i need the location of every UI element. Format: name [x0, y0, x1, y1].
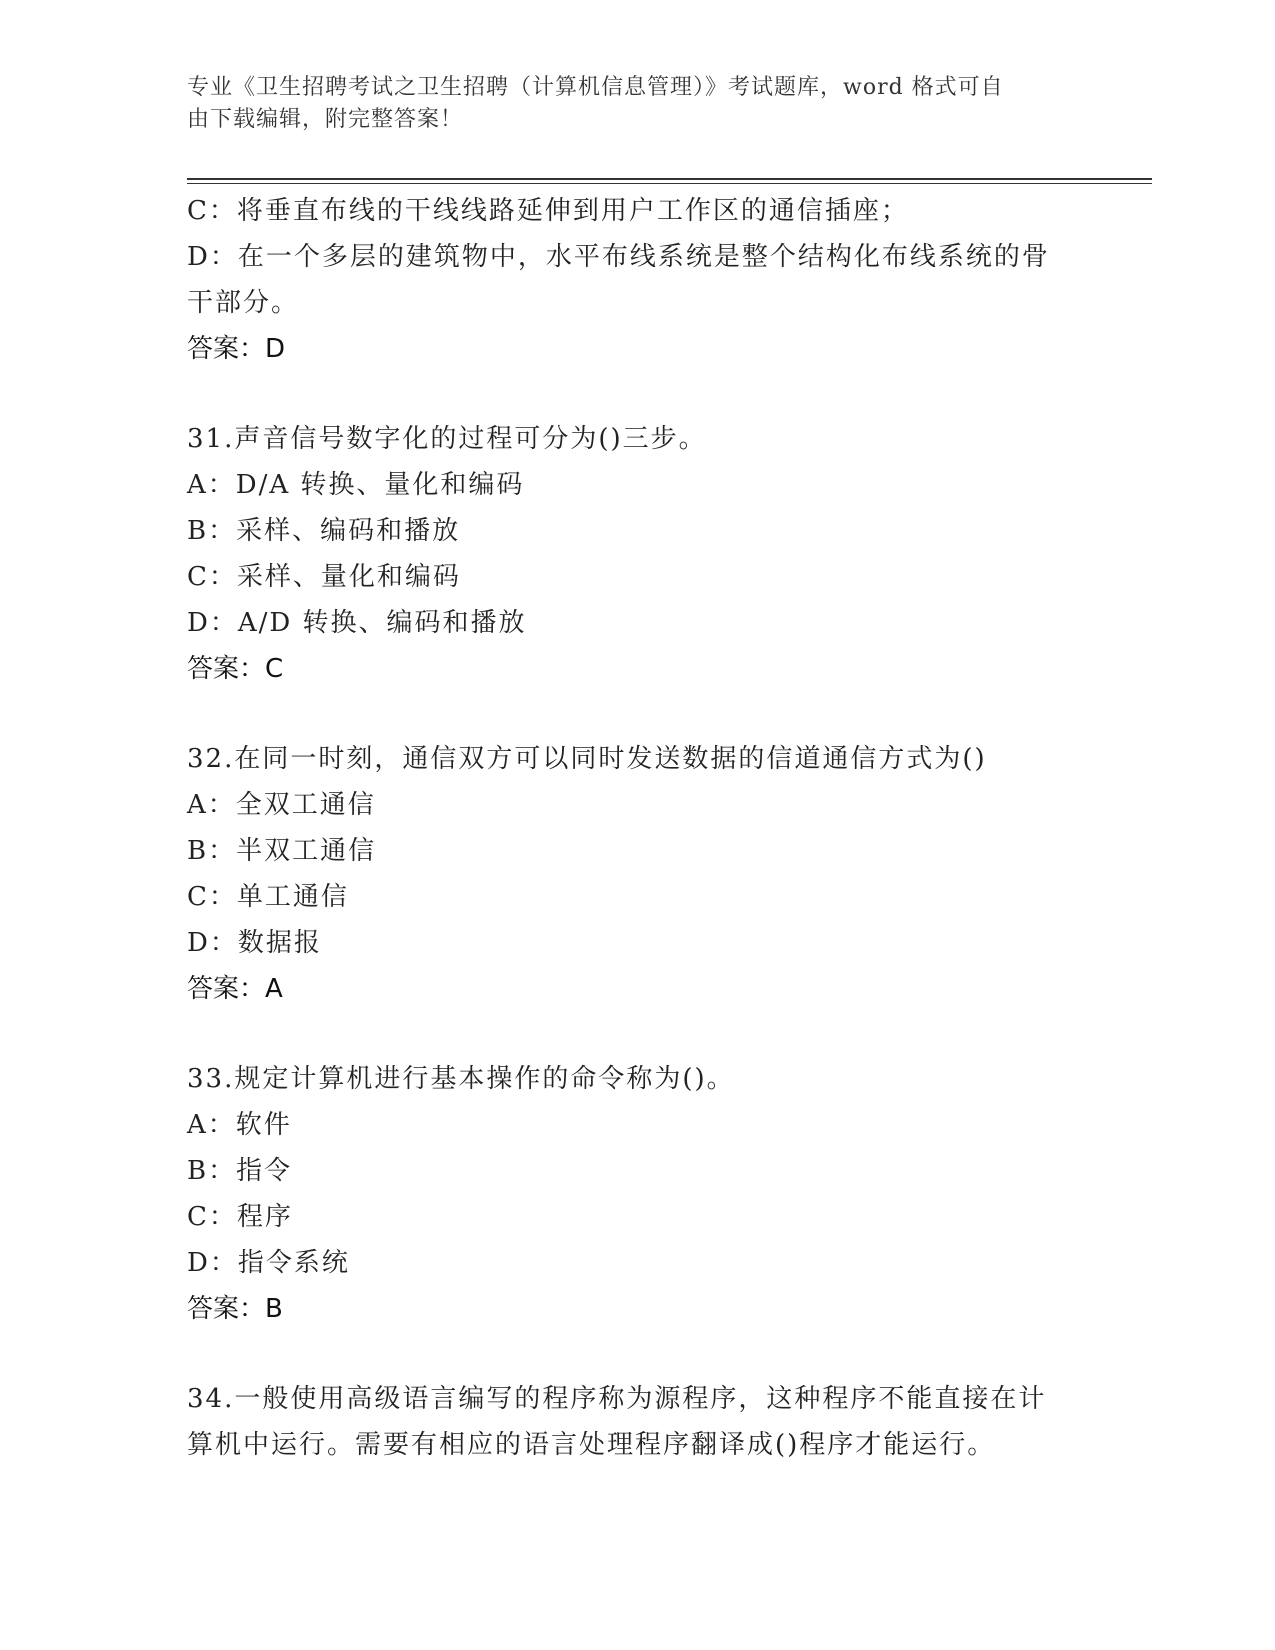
option-d-continued: 干部分。 [187, 288, 300, 318]
answer-line: 答案：D [187, 334, 286, 364]
header-line-2: 由下载编辑，附完整答案！ [187, 107, 464, 132]
option-c: C：单工通信 [187, 882, 349, 912]
question-stem: 31.声音信号数字化的过程可分为()三步。 [187, 424, 707, 454]
option-a: A：D/A 转换、量化和编码 [187, 470, 525, 500]
question-stem: 33.规定计算机进行基本操作的命令称为()。 [187, 1064, 735, 1094]
question-34 [187, 1376, 1087, 1468]
answer-line: 答案：C [187, 654, 284, 684]
spacer [187, 372, 1087, 416]
question-stem: 32.在同一时刻，通信双方可以同时发送数据的信道通信方式为() [187, 744, 987, 774]
spacer [187, 1332, 1087, 1376]
option-d: D：数据报 [187, 928, 322, 958]
option-c: C：采样、量化和编码 [187, 562, 461, 592]
spacer [187, 692, 1087, 736]
option-b: B：指令 [187, 1156, 293, 1186]
header-divider-thin [187, 183, 1152, 184]
question-stem-continued: 算机中运行。需要有相应的语言处理程序翻译成()程序才能运行。 [187, 1430, 996, 1460]
header-divider-thick [187, 178, 1152, 180]
option-b: B：采样、编码和播放 [187, 516, 461, 546]
question-31 [187, 416, 1087, 692]
document-header [187, 72, 1087, 136]
option-d: D：指令系统 [187, 1248, 350, 1278]
question-30-tail [187, 188, 1087, 372]
question-32 [187, 736, 1087, 1012]
question-content [187, 188, 1087, 1468]
question-33 [187, 1056, 1087, 1332]
question-stem: 34.一般使用高级语言编写的程序称为源程序，这种程序不能直接在计 [187, 1384, 1047, 1414]
option-c: C：将垂直布线的干线线路延伸到用户工作区的通信插座； [187, 196, 909, 226]
option-c: C：程序 [187, 1202, 293, 1232]
answer-line: 答案：A [187, 974, 283, 1004]
option-b: B：半双工通信 [187, 836, 377, 866]
header-line-1: 专业《卫生招聘考试之卫生招聘（计算机信息管理）》考试题库，word 格式可自 [187, 75, 1004, 100]
spacer [187, 1012, 1087, 1056]
option-d: D：在一个多层的建筑物中，水平布线系统是整个结构化布线系统的骨 [187, 242, 1050, 272]
option-a: A：软件 [187, 1110, 292, 1140]
option-a: A：全双工通信 [187, 790, 376, 820]
answer-line: 答案：B [187, 1294, 283, 1324]
option-d: D：A/D 转换、编码和播放 [187, 608, 527, 638]
